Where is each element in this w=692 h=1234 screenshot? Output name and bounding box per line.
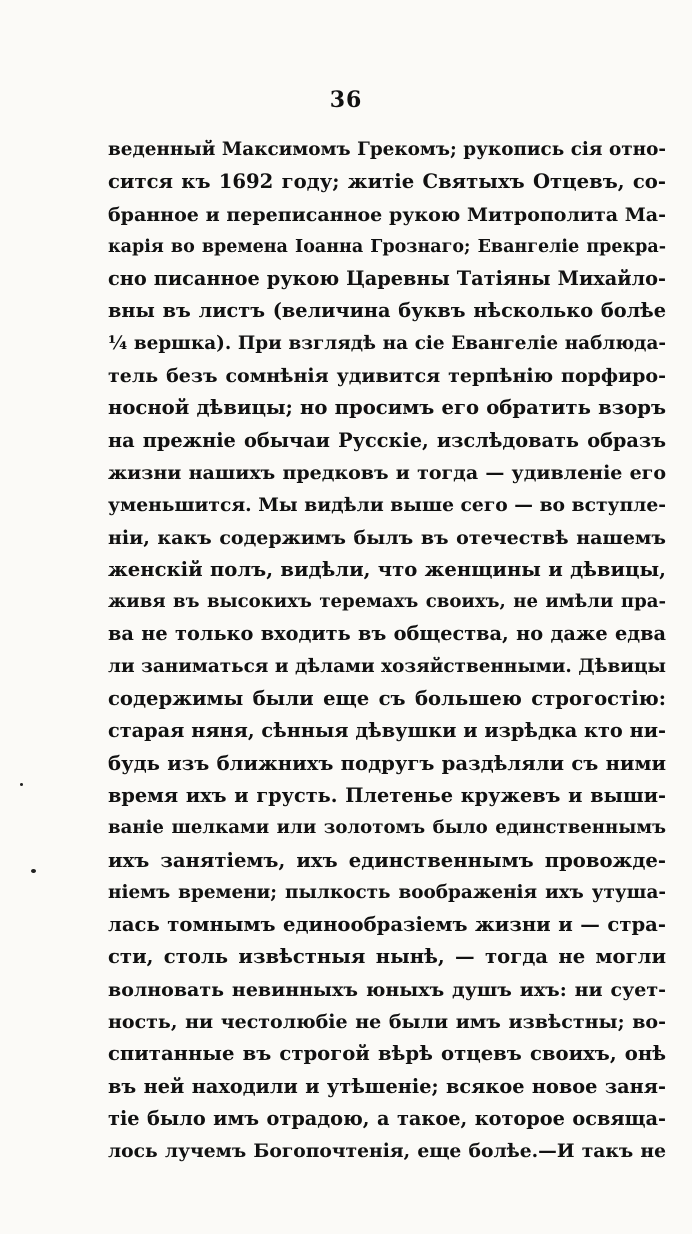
text-line: сти, столь извѣстныя нынѣ, — тогда не могли [108,945,666,969]
text-line: будь изъ ближнихъ подругъ раздѣляли съ ними [108,751,666,775]
text-line: ность, ни честолюбіе не были имъ извѣстны; во- [108,1011,666,1034]
text-line: ва не только входить въ общества, но даже едва [108,622,666,646]
text-line: тіе было имъ отрадою, а такое, которое освяща- [108,1106,666,1130]
text-line: ¼ вершка). При взглядѣ на сіе Евангеліе наблюда- [108,332,666,354]
text-line: ніемъ времени; пылкость воображенія ихъ утуша- [108,881,666,903]
text-line: тель безъ сомнѣнія удивится терпѣнію порфиро- [108,365,666,388]
text-line: волновать невинныхъ юныхъ душъ ихъ: ни сует- [108,978,666,1001]
text-line: лось лучемъ Богопочтенія, еще болѣе.—И такъ не [108,1140,666,1163]
page-number: 36 [329,87,363,113]
text-line: жизни нашихъ предковъ и тогда — удивленіе его [108,461,666,484]
text-line: вны въ листъ (величина буквъ нѣсколько болѣе [108,299,666,323]
text-line: веденный Максимомъ Грекомъ; рукопись сія отно- [108,139,666,160]
text-line: лась томнымъ единообразіемъ жизни и — стра- [108,913,666,937]
text-line: содержимы были еще съ большею строгостію: [108,687,666,711]
text-line: старая няня, сѣнныя дѣвушки и изрѣдка кто ни- [108,719,666,743]
text-line: живя въ высокихъ теремахъ своихъ, не имѣли пра- [108,591,666,613]
text-line: время ихъ и грусть. Плетенье кружевъ и выши- [108,783,666,807]
body-text [108,134,666,1168]
text-line: въ ней находили и утѣшеніе; всякое новое заня- [108,1074,666,1098]
text-line: уменьшится. Мы видѣли выше сего — во вступле- [108,494,666,517]
text-line: на прежніе обычаи Русскіе, изслѣдовать образъ [108,428,666,452]
text-line: ли заниматься и дѣлами хозяйственными. Дѣвицы [108,655,666,677]
text-line: карія во времена Іоанна Грознаго; Евангеліе прекра- [108,236,666,257]
text-line: бранное и переписанное рукою Митрополита Ма- [108,203,666,226]
text-line: носной дѣвицы; но просимъ его обратить взоръ [108,396,666,420]
text-line: женскій полъ, видѣли, что женщины и дѣвицы, [108,557,666,581]
ink-speck [20,783,23,786]
text-line: сится къ 1692 году; житіе Святыхъ Отцевъ, со- [108,170,666,194]
text-line: спитанные въ строгой вѣрѣ отцевъ своихъ, онѣ [108,1042,666,1066]
text-line: ваніе шелками или золотомъ было единственнымъ [108,817,666,839]
text-line: сно писанное рукою Царевны Татіяны Михайло- [108,267,666,291]
text-line: ніи, какъ содержимъ былъ въ отечествѣ нашемъ [108,526,666,549]
text-line: ихъ занятіемъ, ихъ единственнымъ провожде- [108,848,666,872]
ink-speck [31,869,36,873]
